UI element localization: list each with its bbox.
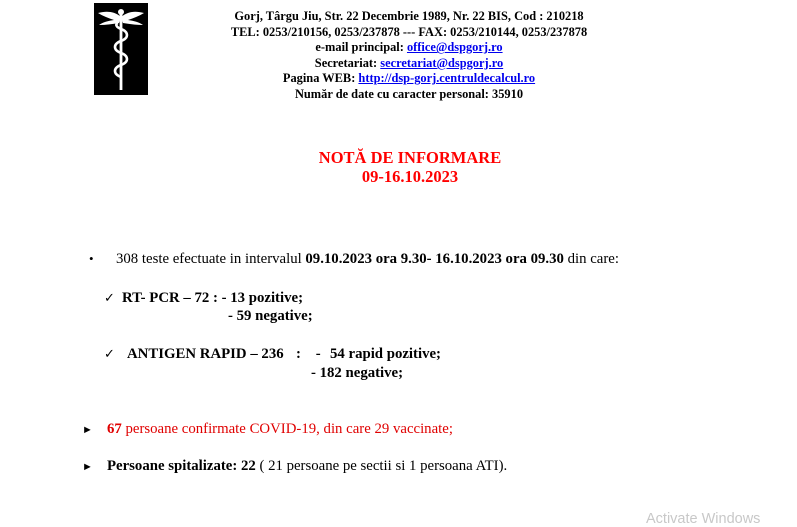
phone-line: TEL: 0253/210156, 0253/237878 --- FAX: 0253/210144, 0253/237878 <box>230 24 588 39</box>
email-link[interactable]: office@dspgorj.ro <box>406 40 503 55</box>
secretariat-line <box>150 56 668 72</box>
web-label: Pagina WEB: <box>282 71 359 86</box>
hospitalized-label: Persoane spitalizate: 22 <box>107 458 256 474</box>
document-title <box>160 148 660 186</box>
tests-line <box>116 250 619 268</box>
title-line-2: 09-16.10.2023 <box>361 167 459 186</box>
antigen-negative: - 182 negative; <box>311 365 404 381</box>
letterhead <box>150 9 668 103</box>
email-label: e-mail principal: <box>315 40 407 55</box>
web-link[interactable]: http://dsp-gorj.centruldecalcul.ro <box>358 71 536 86</box>
caduceus-logo-icon <box>94 3 148 95</box>
antigen-separator: : - <box>296 346 321 362</box>
personal-data-line: Număr de date cu caracter personal: 35910 <box>294 86 524 101</box>
bullet-icon: • <box>89 251 94 266</box>
rtpcr-negative: - 59 negative; <box>228 308 313 324</box>
confirmed-count: 67 <box>107 421 122 437</box>
checkmark-icon: ✓ <box>104 346 115 361</box>
secretariat-label: Secretariat: <box>314 55 381 70</box>
activation-watermark: Activate Windows <box>646 511 761 527</box>
rtpcr-line: RT- PCR – 72 : - 13 pozitive; <box>122 290 303 306</box>
checkmark-icon: ✓ <box>104 290 115 305</box>
web-line <box>150 71 668 87</box>
title-line-1: NOTĂ DE INFORMARE <box>318 148 502 167</box>
tests-suffix: din care: <box>563 251 619 267</box>
arrow-bullet-icon: ► <box>82 461 93 473</box>
hospitalized-detail: ( 21 persoane pe sectii si 1 persoana ATI). <box>255 458 508 474</box>
arrow-bullet-icon: ► <box>82 424 93 436</box>
email-line <box>150 40 668 56</box>
tests-prefix: 308 teste efectuate in intervalul <box>116 251 306 267</box>
antigen-label: ANTIGEN RAPID – 236 <box>127 346 284 362</box>
hospitalized-line <box>107 457 507 475</box>
confirmed-line <box>107 420 453 438</box>
tests-interval: 09.10.2023 ora 9.30- 16.10.2023 ora 09.30 <box>305 251 564 267</box>
secretariat-link[interactable]: secretariat@dspgorj.ro <box>380 55 504 70</box>
address-line: Gorj, Târgu Jiu, Str. 22 Decembrie 1989, Nr. 22 BIS, Cod : 210218 <box>234 9 584 23</box>
antigen-positive: 54 rapid pozitive; <box>330 346 441 362</box>
confirmed-text: persoane confirmate COVID-19, din care 29 vaccinate; <box>121 421 453 437</box>
